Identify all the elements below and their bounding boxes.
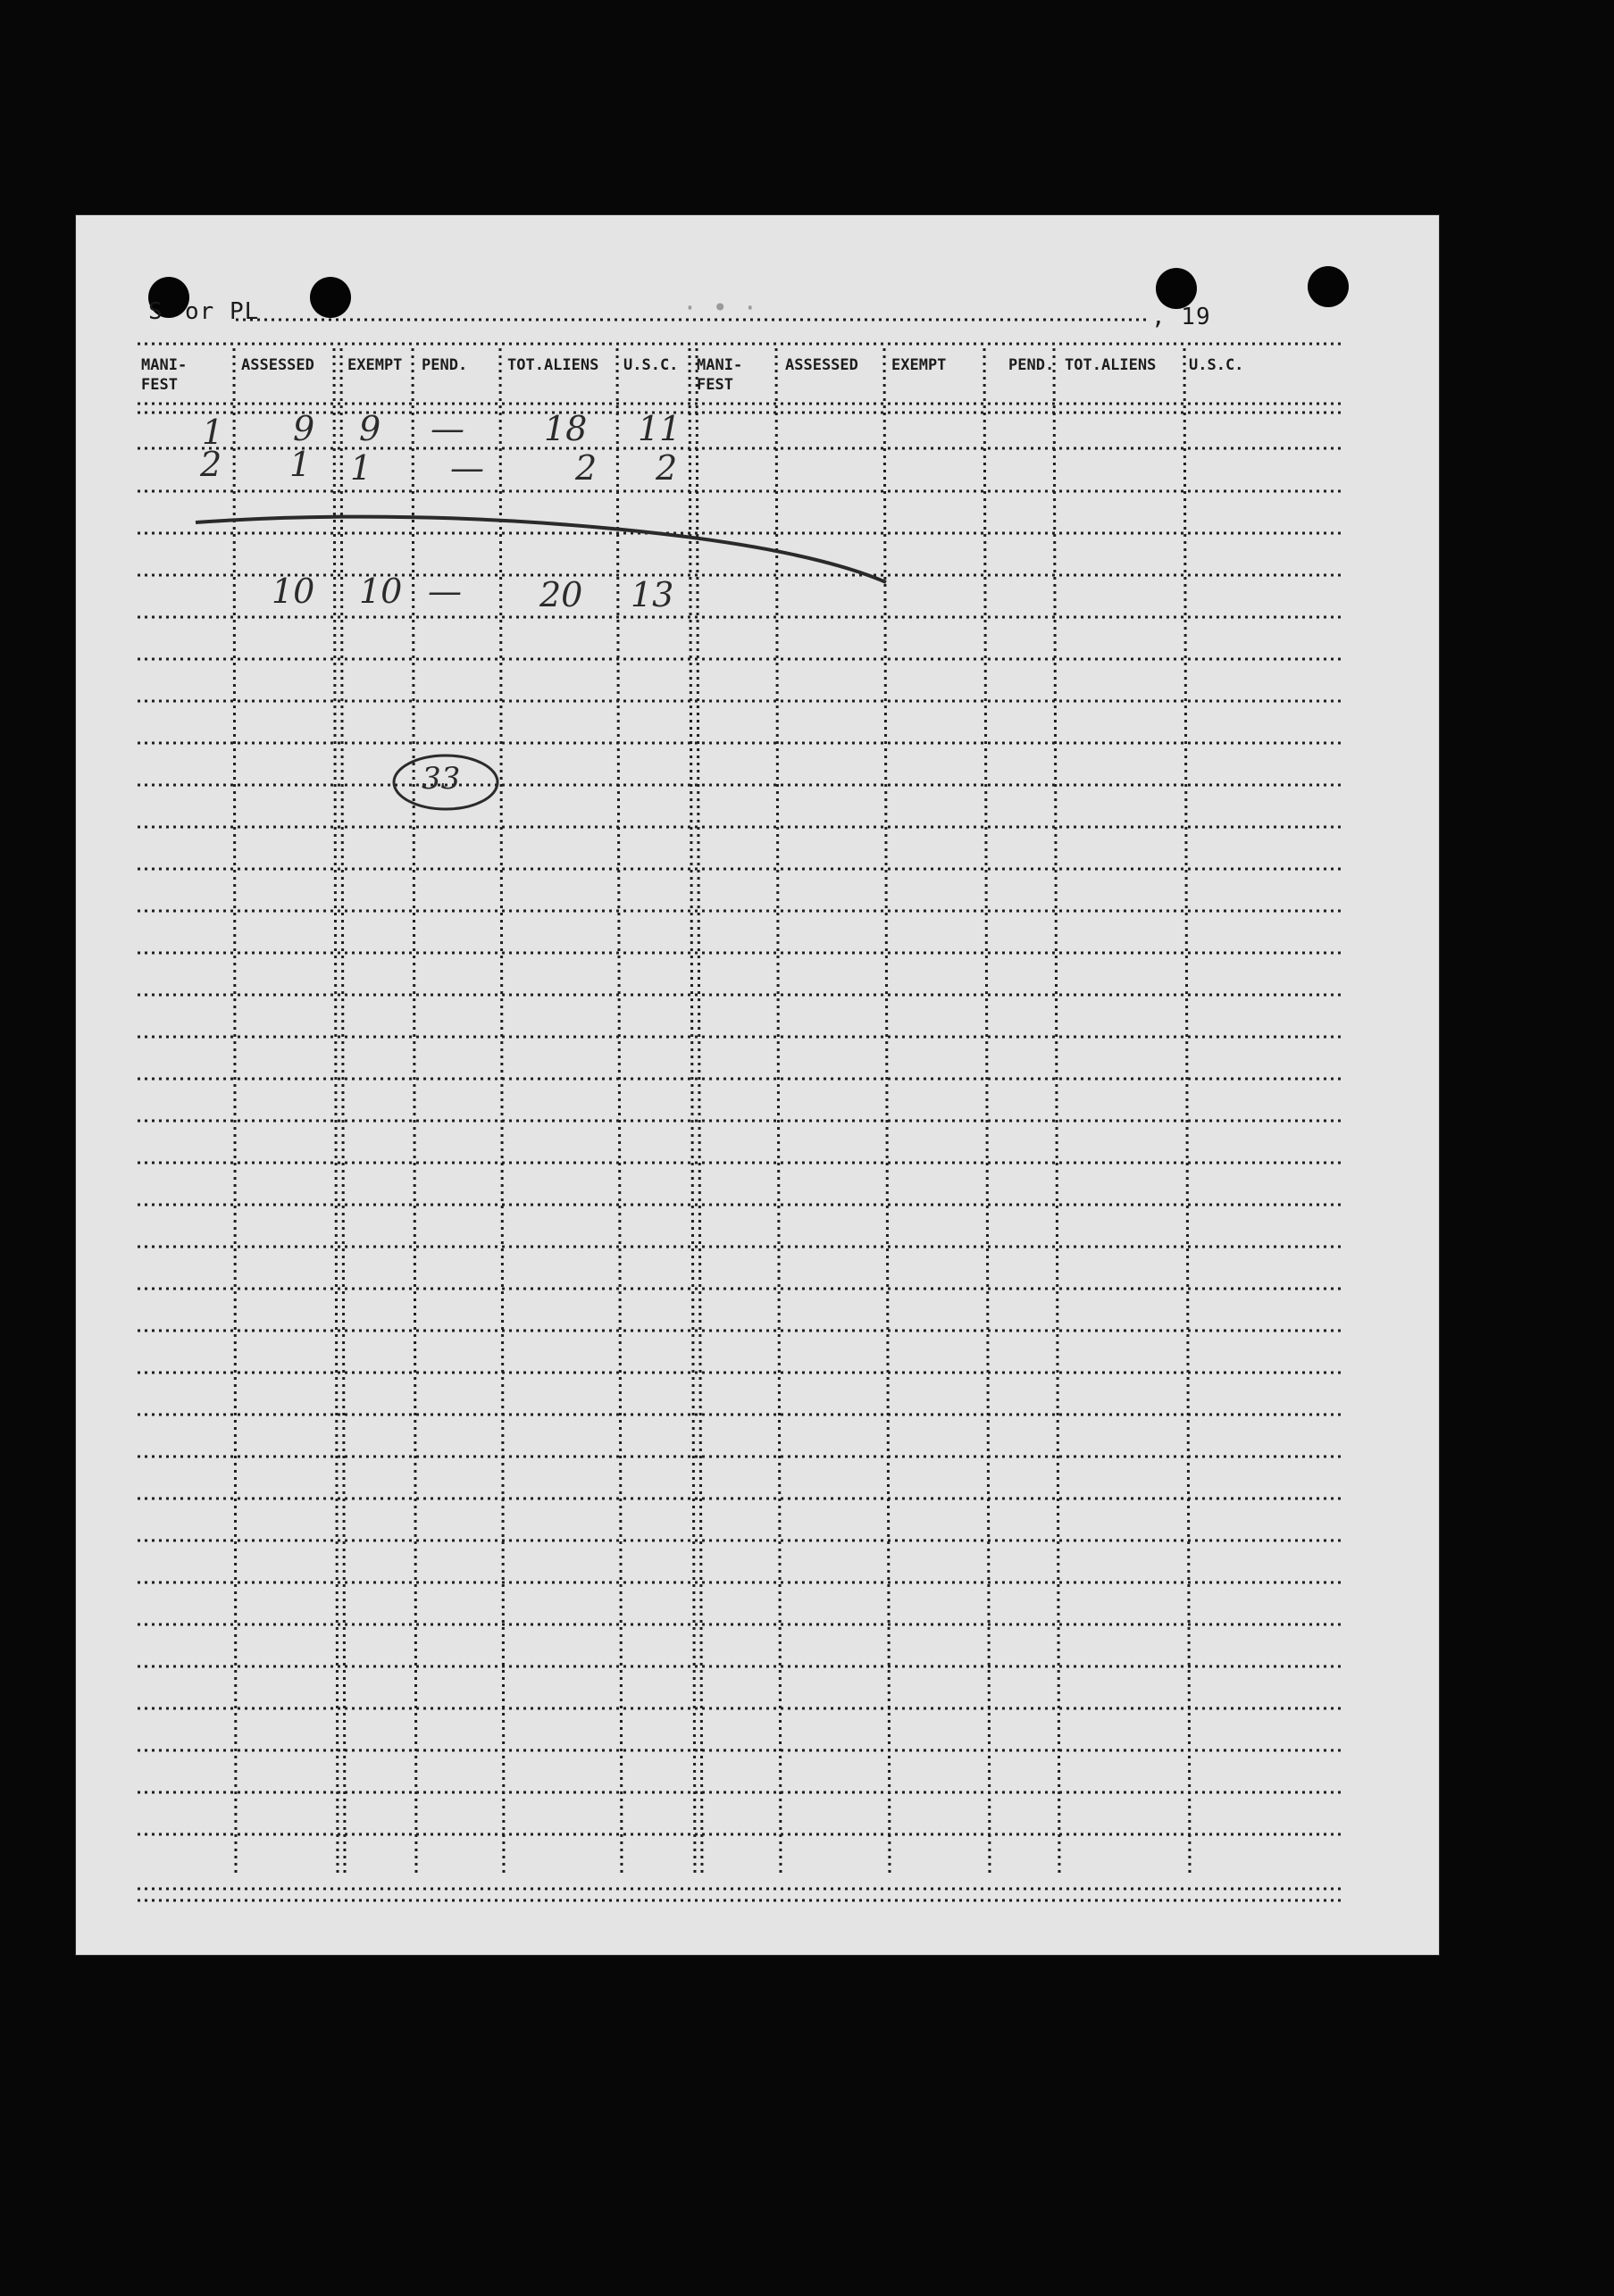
entry-2-exempt: 1 — [350, 448, 372, 488]
header-specks: · • · — [682, 293, 758, 322]
total-exempt: 10 — [359, 572, 403, 611]
entry-2-tot-aliens: 2 — [575, 448, 598, 488]
header-prefix: S — [148, 298, 163, 325]
entry-1-usc: 11 — [638, 409, 682, 448]
document-page — [75, 214, 1440, 1956]
header-year: , 19 — [1151, 304, 1211, 330]
entry-1-tot-aliens: 18 — [544, 409, 588, 448]
entry-2-usc: 2 — [656, 448, 678, 488]
col-header-tot-aliens-2: TOT.ALIENS — [1065, 356, 1157, 374]
header-title: or PL — [185, 298, 260, 325]
circled-grand-total: 33 — [422, 761, 461, 797]
col-header-assessed: ASSESSED — [241, 356, 314, 374]
col-header-exempt-2: EXEMPT — [891, 356, 947, 374]
total-assessed: 10 — [272, 572, 315, 611]
col-header-manifest: MANI- FEST — [141, 356, 188, 394]
col-header-usc: U.S.C. — [623, 356, 679, 374]
col-header-assessed-2: ASSESSED — [785, 356, 858, 374]
total-pend: — — [428, 572, 462, 611]
col-header-pend: PEND. — [422, 356, 468, 374]
entry-2-manifest: 2 — [200, 445, 222, 484]
col-header-manifest-2: MANI- FEST — [697, 356, 743, 394]
col-header-usc-2: U.S.C. — [1189, 356, 1244, 374]
entry-2-assessed: 1 — [289, 445, 312, 484]
col-header-exempt: EXEMPT — [347, 356, 403, 374]
col-header-pend-2: PEND. — [1008, 356, 1055, 374]
entry-1-pend: — — [431, 409, 464, 448]
ledger-grid — [75, 214, 1440, 1956]
total-usc: 13 — [631, 575, 674, 614]
entry-1-manifest: 1 — [202, 413, 224, 452]
entry-1-exempt: 9 — [359, 409, 381, 448]
col-header-tot-aliens: TOT.ALIENS — [507, 356, 599, 374]
total-tot-aliens: 20 — [539, 575, 583, 614]
entry-2-pend: — — [450, 448, 484, 488]
entry-1-assessed: 9 — [293, 409, 315, 448]
